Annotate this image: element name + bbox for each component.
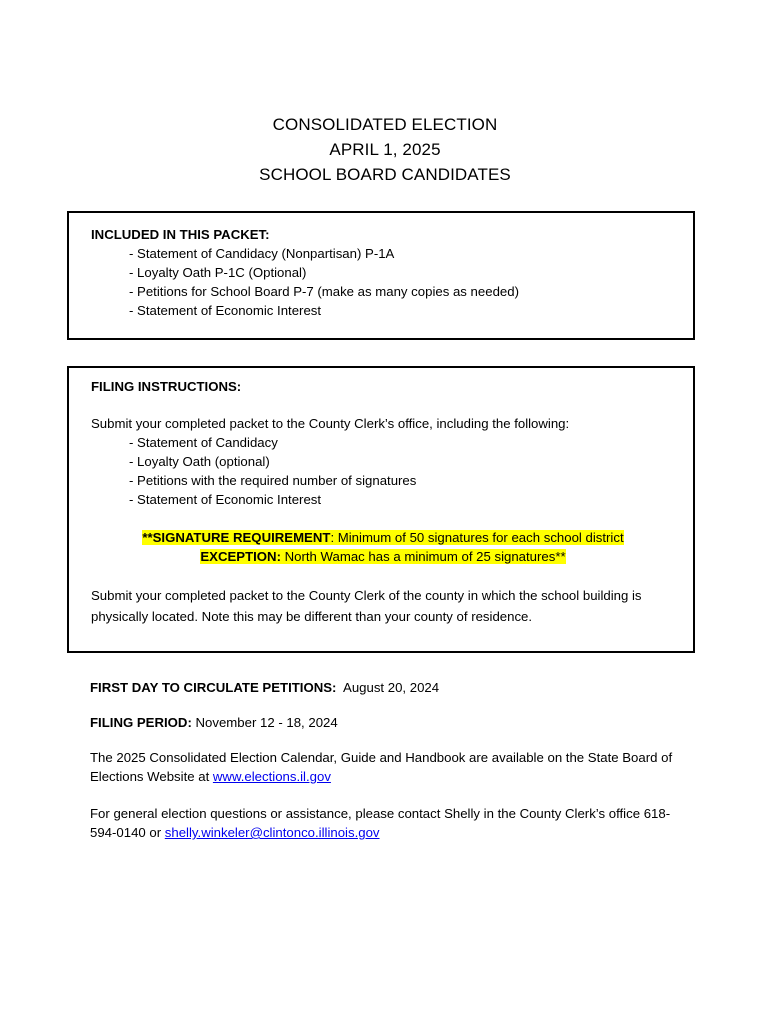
- filing-intro: Submit your completed packet to the County Clerk’s office, including the following:: [91, 416, 570, 431]
- packet-list: [129, 244, 693, 320]
- filing-period-label: FILING PERIOD:: [90, 715, 192, 730]
- first-day-line: [90, 678, 690, 697]
- signature-text: : Minimum of 50 signatures for each school district: [330, 530, 624, 545]
- filing-instructions-box: [67, 366, 695, 653]
- filing-heading: FILING INSTRUCTIONS:: [91, 379, 242, 394]
- exception-text: North Wamac has a minimum of 25 signatures**: [280, 549, 566, 564]
- filing-period-line: [90, 713, 690, 732]
- contact-text: For general election questions or assistance, please contact Shelly in the County Clerk’s office 618-594-0140 or: [90, 806, 671, 840]
- filing-item: - Petitions with the required number of signatures: [129, 473, 417, 488]
- elections-website-link[interactable]: www.elections.il.gov: [212, 769, 331, 784]
- contact-paragraph: [90, 804, 690, 842]
- filing-item: - Statement of Economic Interest: [129, 492, 322, 507]
- title-line-election: CONSOLIDATED ELECTION: [272, 115, 498, 134]
- first-day-value: August 20, 2024: [336, 680, 440, 695]
- packet-item: - Statement of Candidacy (Nonpartisan) P-1A: [129, 246, 395, 261]
- filing-item: - Loyalty Oath (optional): [129, 454, 270, 469]
- title-line-candidates: SCHOOL BOARD CANDIDATES: [259, 165, 511, 184]
- document-title: [0, 112, 770, 187]
- filing-list: [129, 433, 675, 509]
- packet-heading: INCLUDED IN THIS PACKET:: [91, 227, 270, 242]
- filing-item: - Statement of Candidacy: [129, 435, 278, 450]
- title-line-date: APRIL 1, 2025: [329, 140, 441, 159]
- packet-item: - Statement of Economic Interest: [129, 303, 322, 318]
- signature-requirement: [91, 528, 675, 566]
- resources-paragraph: [90, 748, 690, 786]
- exception-label: EXCEPTION:: [200, 549, 281, 564]
- signature-label: **SIGNATURE REQUIREMENT: [142, 530, 331, 545]
- packet-item: - Petitions for School Board P-7 (make as many copies as needed): [129, 284, 519, 299]
- first-day-label: FIRST DAY TO CIRCULATE PETITIONS:: [90, 680, 337, 695]
- filing-closing: Submit your completed packet to the County Clerk of the county in which the school building is physically located. Note this may be different than your county of residence.: [91, 588, 642, 624]
- packet-contents-box: [67, 211, 695, 340]
- exception-highlight: [200, 549, 565, 564]
- filing-period-value: November 12 - 18, 2024: [191, 715, 338, 730]
- signature-highlight: [142, 530, 623, 545]
- contact-email-link[interactable]: shelly.winkeler@clintonco.illinois.gov: [164, 825, 380, 840]
- packet-item: - Loyalty Oath P-1C (Optional): [129, 265, 307, 280]
- resources-text: The 2025 Consolidated Election Calendar, Guide and Handbook are available on the State Board of Elections Website at: [90, 750, 673, 784]
